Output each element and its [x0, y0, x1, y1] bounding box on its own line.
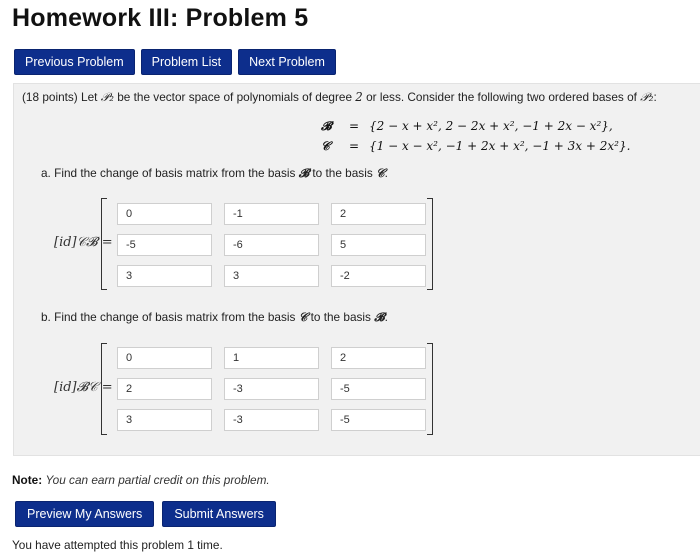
matrix-b-cell-3-1[interactable]: 3: [117, 409, 212, 431]
matrix-b-cell-2-1[interactable]: 2: [117, 378, 212, 400]
matrix-b-cell-3-3[interactable]: -5: [331, 409, 426, 431]
attempt-status: You have attempted this problem 1 time.: [12, 538, 223, 552]
matrix-b-cell-2-3[interactable]: -5: [331, 378, 426, 400]
partial-credit-note: Note: You can earn partial credit on this problem.: [12, 473, 270, 487]
preview-answers-button[interactable]: Preview My Answers: [15, 501, 154, 527]
matrix-a-left-bracket: [101, 198, 107, 290]
matrix-b-cell-1-2[interactable]: 1: [224, 347, 319, 369]
basis-c-label: 𝒞: [321, 139, 330, 153]
submit-answers-button[interactable]: Submit Answers: [162, 501, 276, 527]
basis-b-label: 𝓑: [321, 119, 332, 133]
matrix-b-cell-3-2[interactable]: -3: [224, 409, 319, 431]
matrix-a-right-bracket: [427, 198, 433, 290]
matrix-a-cell-3-3[interactable]: -2: [331, 265, 426, 287]
matrix-a-cell-3-2[interactable]: 3: [224, 265, 319, 287]
bases-definition: 𝓑 = {2 − x + x², 2 − 2x + x², −1 + 2x − x²}, 𝒞 = {1 − x − x², −1 + 2x + x², −1 + 3x + 2x²}.: [321, 116, 630, 156]
matrix-a-cell-2-2[interactable]: -6: [224, 234, 319, 256]
page-title: Homework III: Problem 5: [12, 4, 309, 32]
matrix-a-cell-1-2[interactable]: -1: [224, 203, 319, 225]
problem-panel: [13, 83, 700, 456]
problem-statement: (18 points) Let 𝒫₂ be the vector space of polynomials of degree 2 or less. Consider the following two ordered bases of 𝒫₂:: [22, 90, 657, 104]
matrix-b-cell-2-2[interactable]: -3: [224, 378, 319, 400]
matrix-b-cell-1-3[interactable]: 2: [331, 347, 426, 369]
matrix-a-label: [id]𝒞𝓑 =: [54, 235, 113, 250]
matrix-b-right-bracket: [427, 343, 433, 435]
matrix-b-left-bracket: [101, 343, 107, 435]
part-a-prompt: a. Find the change of basis matrix from the basis 𝓑 to the basis 𝒞.: [41, 166, 388, 180]
matrix-a-cell-2-1[interactable]: -5: [117, 234, 212, 256]
previous-problem-button[interactable]: Previous Problem: [14, 49, 135, 75]
matrix-a-cell-1-1[interactable]: 0: [117, 203, 212, 225]
next-problem-button[interactable]: Next Problem: [238, 49, 336, 75]
matrix-a-cell-3-1[interactable]: 3: [117, 265, 212, 287]
matrix-b-label: [id]𝓑𝒞 =: [54, 380, 113, 395]
matrix-a-cell-2-3[interactable]: 5: [331, 234, 426, 256]
basis-c-set: {1 − x − x², −1 + 2x + x², −1 + 3x + 2x²}.: [369, 139, 631, 153]
matrix-b-cell-1-1[interactable]: 0: [117, 347, 212, 369]
problem-nav: [14, 49, 336, 75]
problem-list-button[interactable]: Problem List: [141, 49, 232, 75]
basis-b-set: {2 − x + x², 2 − 2x + x², −1 + 2x − x²},: [369, 119, 613, 133]
space-symbol: 𝒫₂: [100, 90, 114, 104]
matrix-a-cell-1-3[interactable]: 2: [331, 203, 426, 225]
part-b-prompt: b. Find the change of basis matrix from the basis 𝒞 to the basis 𝓑.: [41, 310, 388, 324]
answer-actions: [15, 501, 276, 527]
